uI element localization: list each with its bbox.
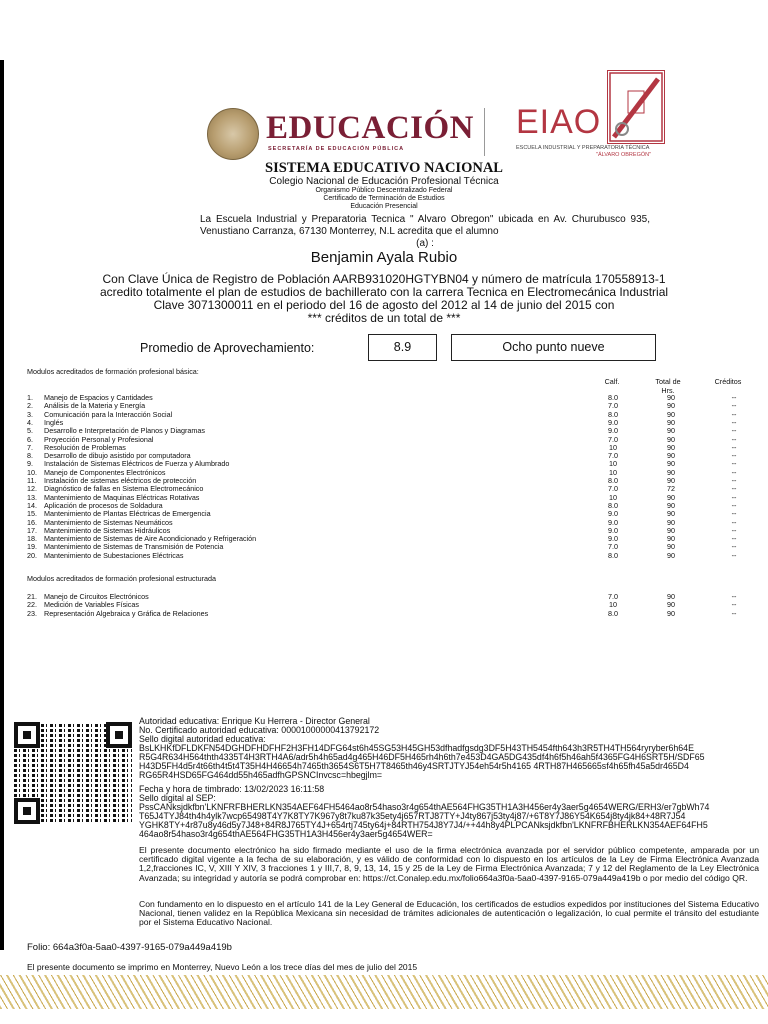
module-name: Manejo de Circuitos Electrónicos xyxy=(44,592,149,601)
sep-seal-icon xyxy=(207,108,259,160)
module-number: 5. xyxy=(27,426,33,436)
signature-line: 464ao8r54haso3r4g654thAE564FHG35TH1A3H456er4y3aer5g4654WER= xyxy=(139,830,433,839)
module-grade: 10 xyxy=(609,459,617,469)
module-number: 20. xyxy=(27,550,37,560)
signature-line: H43D5FH4d5r4t66th4t5t4T35H4H46654h7465th3654S6T5H7T8465th46y4SRTJTYJ54eh54r5h4165 4RTH87H465665sf4h65fh45a5dr465D4 xyxy=(139,762,689,771)
module-grade: 7.0 xyxy=(608,451,618,461)
average-value: 8.9 xyxy=(368,334,437,361)
module-hours: 90 xyxy=(667,492,675,502)
module-name: Medición de Variables Físicas xyxy=(44,600,139,610)
module-number: 9. xyxy=(27,459,33,469)
module-hours: 90 xyxy=(667,509,675,519)
module-grade: 9.0 xyxy=(608,517,618,527)
signature-line: Sello digital autoridad educativa: xyxy=(139,735,266,744)
doc-line-3: Organismo Público Descentralizado Federal xyxy=(315,187,453,194)
module-name: Manejo de Componentes Electrónicos xyxy=(44,467,166,477)
module-name: Mantenimiento de Sistemas Neumáticos xyxy=(44,517,173,527)
doc-title: SISTEMA EDUCATIVO NACIONAL xyxy=(265,160,503,176)
module-credits: -- xyxy=(731,484,737,494)
module-number: 16. xyxy=(27,517,37,527)
module-credits: -- xyxy=(731,476,737,485)
module-grade: 9.0 xyxy=(608,525,618,535)
module-hours: 72 xyxy=(667,484,675,494)
module-hours: 90 xyxy=(667,608,675,618)
module-number: 17. xyxy=(27,525,37,535)
module-hours: 90 xyxy=(667,426,675,436)
signature-line: RG65R4HSD65FG464dd55h465adfhGPSNCInvcsc=hbegjlm= xyxy=(139,771,383,780)
module-number: 6. xyxy=(27,434,33,444)
module-grade: 10 xyxy=(609,442,617,452)
module-credits: -- xyxy=(731,434,737,444)
module-number: 19. xyxy=(27,542,37,552)
module-number: 21. xyxy=(27,592,37,601)
module-grade: 9.0 xyxy=(608,534,618,544)
module-hours: 90 xyxy=(667,442,675,452)
module-name: Mantenimiento de Sistemas Hidráulicos xyxy=(44,525,171,535)
module-grade: 8.0 xyxy=(608,476,618,485)
section-structured-title: Modulos acreditados de formación profesional estructurada xyxy=(27,574,216,583)
module-hours: 90 xyxy=(667,451,675,461)
sep-brand: EDUCACIÓN xyxy=(266,110,475,146)
module-credits: -- xyxy=(731,550,737,560)
module-grade: 9.0 xyxy=(608,417,618,427)
intro-a: (a) : xyxy=(416,238,434,249)
module-hours: 90 xyxy=(667,401,675,411)
col-credits-header: Créditos xyxy=(714,377,742,386)
module-credits: -- xyxy=(731,525,737,535)
module-name: Instalación de Sistemas Eléctricos de Fuerza y Alumbrado xyxy=(44,459,230,469)
col-calif-header: Calf. xyxy=(604,377,620,386)
module-grade: 10 xyxy=(609,600,617,610)
module-name: Mantenimiento de Maquinas Eléctricas Rotativas xyxy=(44,492,200,502)
signature-line: PssCANksjdkfbn'LKNFRFBHERLKN354AEF64FH5464ao8r54haso3r4g654thAE564FHG35TH1A3H456er4y3aer5g4654WERG/ERH3/er7gbWh74 xyxy=(139,803,710,812)
module-hours: 90 xyxy=(667,542,675,552)
module-credits: -- xyxy=(731,500,737,510)
module-name: Representación Algebraica y Gráfica de Relaciones xyxy=(44,608,209,618)
module-name: Desarrollo e Interpretación de Planos y Diagramas xyxy=(44,426,205,436)
module-hours: 90 xyxy=(667,434,675,444)
paragraph-line: acredito totalmente el plan de estudios de bachillerato con la carrera Tecnica en Electromecánica Industrial xyxy=(99,285,669,299)
module-grade: 9.0 xyxy=(608,426,618,436)
module-hours: 90 xyxy=(667,409,675,419)
legal-notice-2: Con fundamento en lo dispuesto en el artículo 141 de la Ley General de Educación, los certificados de estudios expedidos por instituciones del Sistema Educativo Nacional, tienen validez en la República Mexicana sin necesidad de trámites adicionales de autenticación o legalización, lo cual permite el tránsito del estudiante por el Sistema Educativo Nacional. xyxy=(139,899,759,928)
module-name: Inglés xyxy=(44,417,64,427)
student-name: Benjamin Ayala Rubio xyxy=(310,249,458,266)
module-number: 23. xyxy=(27,608,37,618)
module-credits: -- xyxy=(731,417,737,427)
module-name: Mantenimiento de Sistemas de Transmisión de Potencia xyxy=(44,542,224,552)
module-credits: -- xyxy=(731,393,737,402)
module-credits: -- xyxy=(731,401,737,411)
module-number: 18. xyxy=(27,534,37,544)
module-name: Mantenimiento de Sistemas de Aire Acondicionado y Refrigeración xyxy=(44,534,257,544)
header-divider xyxy=(484,108,485,156)
module-number: 12. xyxy=(27,484,37,494)
school-crest-icon xyxy=(607,70,665,144)
module-grade: 7.0 xyxy=(608,542,618,552)
module-credits: -- xyxy=(731,442,737,452)
signature-line: Sello digital al SEP: xyxy=(139,794,216,803)
module-name: Mantenimiento de Plantas Eléctricas de Emergencia xyxy=(44,509,211,519)
doc-subtitle: Colegio Nacional de Educación Profesional Técnica xyxy=(269,176,499,187)
folio: Folio: 664a3f0a-5aa0-4397-9165-079a449a419b xyxy=(27,942,232,953)
module-name: Comunicación para la Interacción Social xyxy=(44,409,173,419)
module-number: 8. xyxy=(27,451,33,461)
module-grade: 9.0 xyxy=(608,509,618,519)
module-grade: 7.0 xyxy=(608,592,618,601)
module-hours: 90 xyxy=(667,476,675,485)
signature-line: Autoridad educativa: Enrique Ku Herrera - Director General xyxy=(139,717,370,726)
module-credits: -- xyxy=(731,459,737,469)
module-credits: -- xyxy=(731,534,737,544)
module-name: Mantenimiento de Subestaciones Eléctricas xyxy=(44,550,184,560)
module-grade: 8.0 xyxy=(608,608,618,618)
module-hours: 90 xyxy=(667,534,675,544)
average-label: Promedio de Aprovechamiento: xyxy=(140,341,315,355)
signature-line: Fecha y hora de timbrado: 13/02/2023 16:11:58 xyxy=(139,785,325,794)
module-credits: -- xyxy=(731,451,737,461)
module-credits: -- xyxy=(731,467,737,477)
col-hours-header: Total de Hrs. xyxy=(655,377,681,395)
doc-line-4: Certificado de Terminación de Estudios xyxy=(323,195,445,202)
module-name: Desarrollo de dibujo asistido por computadora xyxy=(44,451,191,461)
module-hours: 90 xyxy=(667,517,675,527)
module-credits: -- xyxy=(731,600,737,610)
module-name: Proyección Personal y Profesional xyxy=(44,434,154,444)
module-number: 10. xyxy=(27,467,37,477)
module-credits: -- xyxy=(731,426,737,436)
module-number: 15. xyxy=(27,509,37,519)
school-sub-name: ESCUELA INDUSTRIAL Y PREPARATORIA TÉCNICA xyxy=(516,145,650,151)
module-number: 3. xyxy=(27,409,33,419)
module-grade: 7.0 xyxy=(608,434,618,444)
module-hours: 90 xyxy=(667,500,675,510)
school-sub-name-2: "ÁLVARO OBREGÓN" xyxy=(596,152,652,158)
module-grade: 10 xyxy=(609,492,617,502)
signature-line: T65J4TYJ84th4h4ylk7wcp65498T4Y7K8TY7K967y8t7ku87k35ety4j657RTJ87TY+J4ty867j53ty4j87/+6T8Y7J86Y54K654j8ty4jk84+48R7J54 xyxy=(139,812,686,821)
signature-line: YGHK8TY+4r87u8y46d5y7J48+84R8J765TY4J+654rtj745ty64j+84RTH754J8Y7J4/++44h8y4PLPCANksjdkfbn'LKNFRFBHERLKN354AEF64FH5 xyxy=(139,821,708,830)
module-number: 1. xyxy=(27,393,33,402)
module-hours: 90 xyxy=(667,467,675,477)
module-number: 11. xyxy=(27,476,37,485)
module-credits: -- xyxy=(731,492,737,502)
module-grade: 8.0 xyxy=(608,409,618,419)
print-place-date: El presente documento se imprimo en Monterrey, Nuevo León a los trece días del mes de julio del 2015 xyxy=(27,962,418,972)
module-number: 7. xyxy=(27,442,33,452)
module-grade: 8.0 xyxy=(608,500,618,510)
module-hours: 90 xyxy=(667,550,675,560)
module-name: Manejo de Espacios y Cantidades xyxy=(44,393,153,402)
module-number: 4. xyxy=(27,417,33,427)
module-credits: -- xyxy=(731,592,737,601)
module-row xyxy=(27,551,767,560)
module-hours: 90 xyxy=(667,459,675,469)
section-basic-title: Modulos acreditados de formación profesional básica: xyxy=(27,367,199,376)
module-number: 14. xyxy=(27,500,37,510)
sep-brand-sub: SECRETARÍA DE EDUCACIÓN PÚBLICA xyxy=(268,146,405,152)
module-number: 22. xyxy=(27,600,37,610)
module-credits: -- xyxy=(731,517,737,527)
module-name: Análisis de la Materia y Energía xyxy=(44,401,146,411)
doc-line-5: Educación Presencial xyxy=(350,203,418,210)
module-grade: 8.0 xyxy=(608,550,618,560)
average-words: Ocho punto nueve xyxy=(451,334,656,361)
module-hours: 90 xyxy=(667,393,675,402)
module-hours: 90 xyxy=(667,417,675,427)
module-grade: 7.0 xyxy=(608,401,618,411)
module-credits: -- xyxy=(731,542,737,552)
signature-line: BsLKHKfDFLDKFN54DGHDFHDFHF2H3FH14DFG64st6h45SG53H45GH53dfhadfgsdg3DF5H43TH5454fth643h3R5TH4TH564ryryber6h64E xyxy=(139,744,694,753)
security-strip xyxy=(0,975,768,1009)
module-row xyxy=(27,609,767,618)
module-number: 2. xyxy=(27,401,33,411)
module-hours: 90 xyxy=(667,600,675,610)
signature-line: R5G4R634H564thth4335T4H3RTH4A6/adr5h4h65ad4g465H46DF5H465rh4h6th7e453D4GA5DG435df4h6f5h46ah5f4365FG4H6SRT5H/SDF65 xyxy=(139,753,705,762)
module-credits: -- xyxy=(731,509,737,519)
module-hours: 90 xyxy=(667,592,675,601)
module-number: 13. xyxy=(27,492,37,502)
module-grade: 8.0 xyxy=(608,393,618,402)
module-grade: 7.0 xyxy=(608,484,618,494)
paragraph-line: *** créditos de un total de *** xyxy=(307,311,461,325)
qr-code-icon xyxy=(14,722,132,824)
school-logo-text: EIAO xyxy=(516,103,602,141)
paragraph-line: Con Clave Única de Registro de Población AARB931020HGTYBN04 y número de matrícula 170558913-1 xyxy=(102,272,666,286)
module-name: Aplicación de procesos de Soldadura xyxy=(44,500,163,510)
module-grade: 10 xyxy=(609,467,617,477)
intro-text: La Escuela Industrial y Preparatoria Tecnica " Alvaro Obregon" ubicada en Av. Churubusco 935, Venustiano Carranza, 67130 Monterrey, N.L acredita que el alumno xyxy=(200,214,650,237)
module-name: Instalación de sistemas eléctricos de protección xyxy=(44,476,197,485)
paragraph-line: Clave 3071300011 en el periodo del 16 de agosto del 2012 al 14 de junio del 2015 con xyxy=(153,298,615,312)
module-credits: -- xyxy=(731,608,737,618)
module-name: Resolución de Problemas xyxy=(44,442,126,452)
signature-line: No. Certificado autoridad educativa: 00001000000413792172 xyxy=(139,726,380,735)
module-name: Diagnóstico de fallas en Sistema Electromecánico xyxy=(44,484,204,494)
legal-notice-1: El presente documento electrónico ha sido firmado mediante el uso de la firma electrónica avanzada por el servidor público competente, amparada por un certificado digital vigente a la fecha de su elaboración, y es válido de conformidad con lo dispuesto en los artículos de la Ley de Firma Electrónica Avanzada 1,2,fracciones IC, V, XIII Y XIV, 3 fracciones 1 y III,7, 8, 9, 13, 14, 15 y 25 de la Ley de Firma Electrónica Avanzada; 7 y 12 del Reglamento de la Ley Electrónica Avanzada; su integridad y autoría se podrá comprobar en: https://ct.Conalep.edu.mx/folio664a3f0a-5aa0-4397-9165-079a449a419b o por medio del código QR. xyxy=(139,845,759,883)
module-credits: -- xyxy=(731,409,737,419)
module-hours: 90 xyxy=(667,525,675,535)
